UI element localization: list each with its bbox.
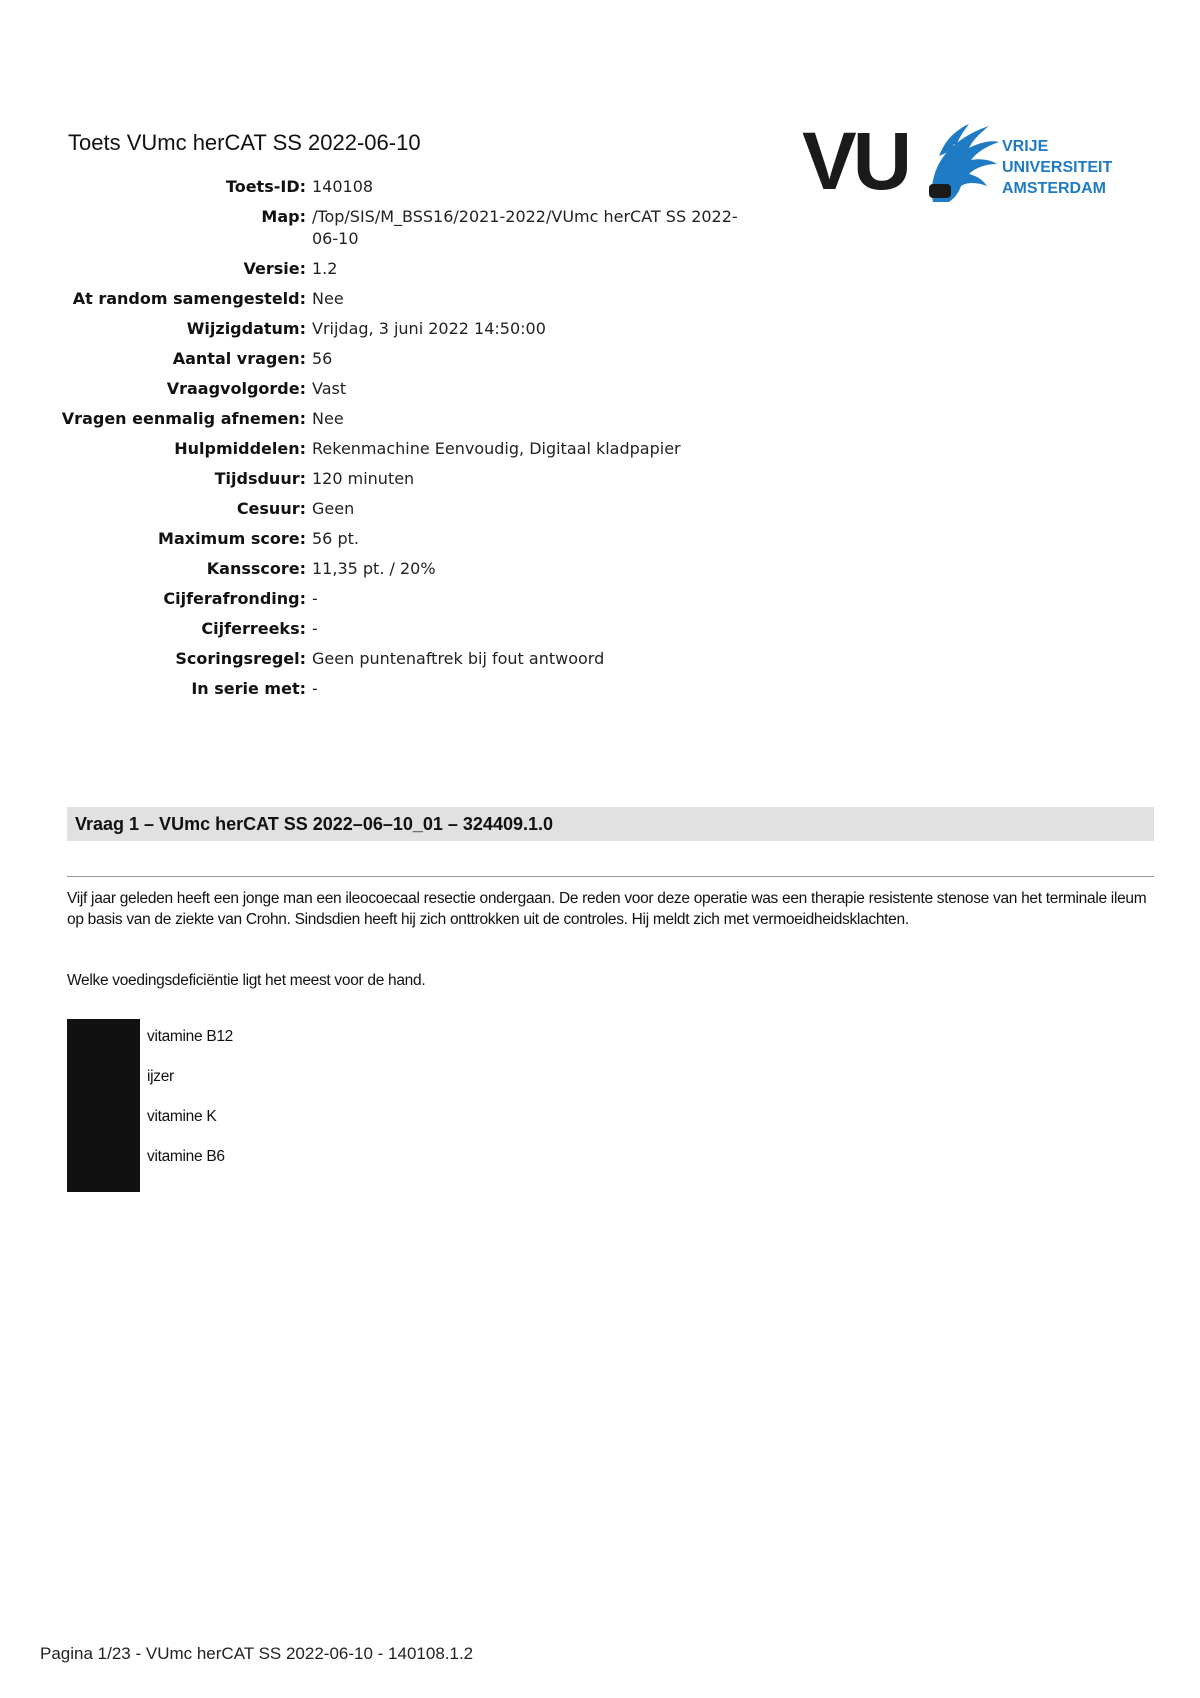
meta-value: /Top/SIS/M_BSS16/2021-2022/VUmc herCAT SS 2022-06-10 xyxy=(312,207,738,248)
logo-line-3: AMSTERDAM xyxy=(1002,180,1106,197)
meta-row-map xyxy=(60,206,760,250)
meta-label: Cijferafronding: xyxy=(163,589,306,608)
meta-row-cijferafronding xyxy=(60,588,760,610)
meta-value: 1.2 xyxy=(312,259,338,278)
divider xyxy=(67,876,1154,877)
test-metadata xyxy=(60,176,760,708)
meta-label: In serie met: xyxy=(191,679,306,698)
meta-value: Nee xyxy=(312,409,344,428)
meta-label: Cesuur: xyxy=(236,499,306,518)
meta-label: Scoringsregel: xyxy=(175,649,306,668)
meta-row-cijferreeks xyxy=(60,618,760,640)
logo-wordmark xyxy=(1002,136,1112,199)
meta-row-vraagvolgorde xyxy=(60,378,760,400)
vu-logo xyxy=(802,116,1132,210)
document-title: Toets VUmc herCAT SS 2022-06-10 xyxy=(68,130,421,155)
meta-label: Vraagvolgorde: xyxy=(166,379,306,398)
griffin-icon xyxy=(919,122,1001,206)
meta-label: Aantal vragen: xyxy=(172,349,306,368)
meta-value: Geen xyxy=(312,499,355,518)
meta-label: Maximum score: xyxy=(158,529,306,548)
meta-label: Wijzigdatum: xyxy=(186,319,306,338)
answer-option: ijzer xyxy=(147,1068,174,1085)
meta-row-eenmalig xyxy=(60,408,760,430)
answer-marker-block xyxy=(67,1019,140,1192)
meta-label: Versie: xyxy=(243,259,306,278)
meta-label: Map: xyxy=(261,207,306,226)
answer-option: vitamine B6 xyxy=(147,1148,225,1165)
meta-label: Vragen eenmalig afnemen: xyxy=(61,409,306,428)
meta-row-tijdsduur xyxy=(60,468,760,490)
meta-label: Hulpmiddelen: xyxy=(174,439,306,458)
meta-value: Rekenmachine Eenvoudig, Digitaal kladpapier xyxy=(312,439,681,458)
page-footer: Pagina 1/23 - VUmc herCAT SS 2022-06-10 - 140108.1.2 xyxy=(40,1644,474,1663)
meta-value: - xyxy=(312,619,318,638)
meta-value: Geen puntenaftrek bij fout antwoord xyxy=(312,649,605,668)
meta-row-maximum-score xyxy=(60,528,760,550)
meta-row-toets-id xyxy=(60,176,760,198)
meta-value: 56 xyxy=(312,349,333,368)
answer-option: vitamine B12 xyxy=(147,1028,234,1045)
logo-mark-text: VU xyxy=(802,116,908,207)
question-prompt: Welke voedingsdeficiëntie ligt het meest voor de hand. xyxy=(67,972,426,989)
meta-row-aantal-vragen xyxy=(60,348,760,370)
answer-options xyxy=(147,1026,233,1186)
meta-value: - xyxy=(312,589,318,608)
logo-line-1: VRIJE xyxy=(1002,138,1049,155)
meta-value: - xyxy=(312,679,318,698)
meta-row-wijzigdatum xyxy=(60,318,760,340)
meta-value: Vrijdag, 3 juni 2022 14:50:00 xyxy=(312,319,546,338)
question-header-bar xyxy=(67,807,1154,841)
meta-row-versie xyxy=(60,258,760,280)
meta-value: 120 minuten xyxy=(312,469,415,488)
answer-option: vitamine K xyxy=(147,1108,217,1125)
question-header: Vraag 1 – VUmc herCAT SS 2022–06–10_01 – 324409.1.0 xyxy=(75,814,554,834)
question-stem: Vijf jaar geleden heeft een jonge man een ileocoecaal resectie ondergaan. De reden voor deze operatie was een therapie resistente stenose van het terminale ileum op basis van de ziekte van Crohn. Sindsdien heeft hij zich onttrokken uit de controles. Hij meldt zich met vermoeidheidsklachten. xyxy=(67,890,1147,928)
meta-label: At random samengesteld: xyxy=(72,289,306,308)
logo-line-2: UNIVERSITEIT xyxy=(1002,159,1113,176)
meta-row-cesuur xyxy=(60,498,760,520)
meta-value: 56 pt. xyxy=(312,529,359,548)
meta-row-in-serie-met xyxy=(60,678,760,700)
meta-label: Toets-ID: xyxy=(225,177,306,196)
meta-value: 140108 xyxy=(312,177,374,196)
meta-label: Cijferreeks: xyxy=(201,619,306,638)
meta-value: 11,35 pt. / 20% xyxy=(312,559,436,578)
meta-value: Nee xyxy=(312,289,344,308)
meta-row-hulpmiddelen xyxy=(60,438,760,460)
meta-row-random xyxy=(60,288,760,310)
meta-value: Vast xyxy=(312,379,347,398)
meta-row-scoringsregel xyxy=(60,648,760,670)
meta-label: Tijdsduur: xyxy=(214,469,306,488)
meta-label: Kansscore: xyxy=(206,559,306,578)
meta-row-kansscore xyxy=(60,558,760,580)
